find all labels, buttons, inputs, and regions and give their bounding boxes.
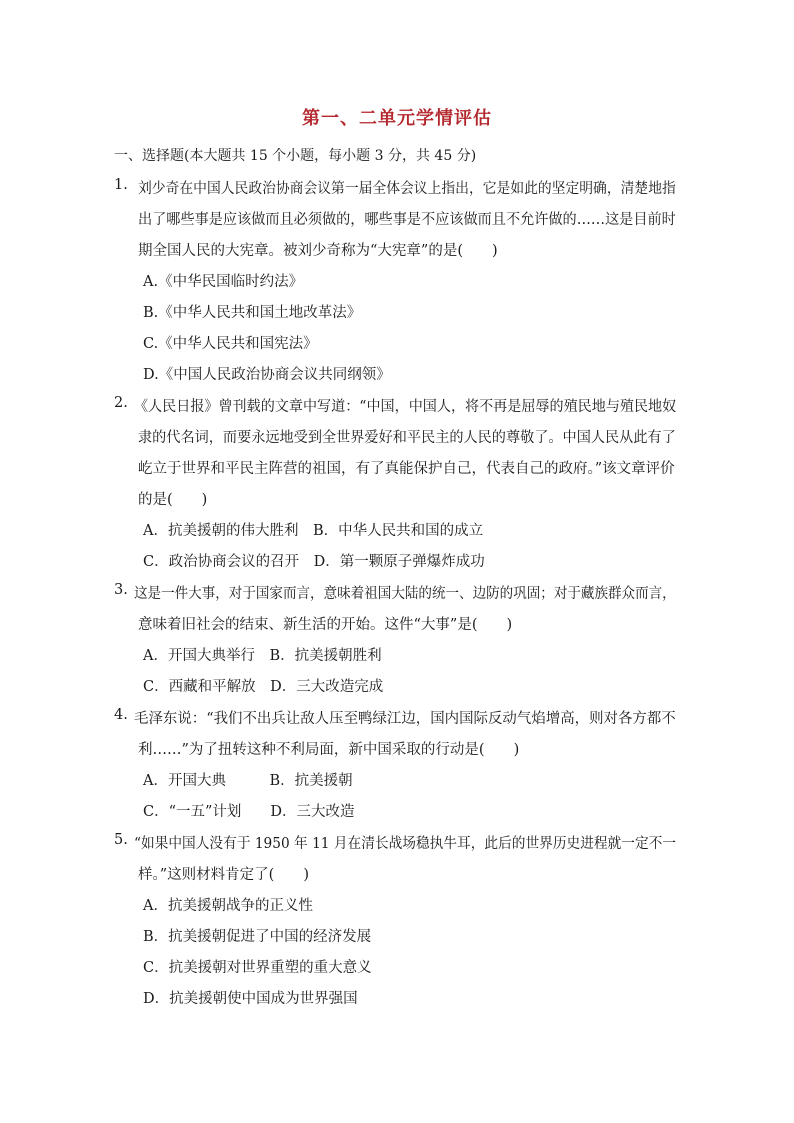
option-b: B．抗美援朝促进了中国的经济发展 bbox=[143, 929, 372, 945]
section-heading: 一、选择题(本大题共 15 个小题，每小题 3 分，共 45 分) bbox=[114, 148, 477, 164]
option-c: C．抗美援朝对世界重塑的重大意义 bbox=[143, 960, 372, 976]
option-d: D．抗美援朝使中国成为世界强国 bbox=[143, 991, 358, 1007]
option-row-ab: A．抗美援朝的伟大胜利 B．中华人民共和国的成立 bbox=[143, 523, 484, 539]
question-text-line: 隶的代名词，而要永远地受到全世界爱好和平民主的人民的尊敬了。中国人民从此有了 bbox=[138, 430, 676, 446]
option-d: D.《中国人民政治协商会议共同纲领》 bbox=[143, 367, 391, 383]
option-row-cd: C．政治协商会议的召开 D．第一颗原子弹爆炸成功 bbox=[143, 554, 485, 570]
question-text-line: 《人民日报》曾刊载的文章中写道：“中国，中国人，将不再是屈辱的殖民地与殖民地奴 bbox=[134, 399, 677, 415]
option-row-ab: A．开国大典举行 B．抗美援朝胜利 bbox=[143, 648, 382, 664]
question-number: 4. bbox=[114, 707, 128, 723]
option-c: C.《中华人民共和国宪法》 bbox=[143, 336, 318, 352]
option-row-ab: A．开国大典 B．抗美援朝 bbox=[143, 773, 353, 789]
question-text-line: 样。”这则材料肯定了( ) bbox=[138, 867, 309, 883]
question-text-line: 这是一件大事，对于国家而言，意味着祖国大陆的统一、边防的巩固；对于藏族群众而言， bbox=[134, 586, 676, 602]
page-title: 第一、二单元学情评估 bbox=[302, 108, 492, 129]
question-text-line: 刘少奇在中国人民政治协商会议第一届全体会议上指出，它是如此的坚定明确，清楚地指 bbox=[138, 181, 676, 197]
question-text-line: 毛泽东说：“我们不出兵让敌人压至鸭绿江边，国内国际反动气焰增高，则对各方都不 bbox=[134, 711, 676, 727]
question-number: 5. bbox=[114, 832, 128, 848]
question-number: 3. bbox=[114, 582, 128, 598]
question-text-line: 意味着旧社会的结束、新生活的开始。这件“大事”是( ) bbox=[138, 617, 513, 633]
option-row-cd: C．西藏和平解放 D．三大改造完成 bbox=[143, 679, 384, 695]
question-text-line: 出了哪些事是应该做而且必须做的，哪些事是不应该做而且不允许做的……这是目前时 bbox=[138, 212, 676, 228]
question-text-line: 屹立于世界和平民主阵营的祖国，有了真能保护自己，代表自己的政府。”该文章评价 bbox=[138, 461, 675, 477]
question-number: 2. bbox=[114, 395, 128, 411]
question-text-line: 的是( ) bbox=[138, 492, 208, 508]
question-number: 1. bbox=[114, 177, 128, 193]
question-text-line: 利……”为了扭转这种不利局面，新中国采取的行动是( ) bbox=[138, 742, 520, 758]
option-a: A．抗美援朝战争的正义性 bbox=[143, 898, 313, 914]
question-text-line: 期全国人民的大宪章。被刘少奇称为“大宪章”的是( ) bbox=[138, 243, 498, 259]
option-a: A.《中华民国临时约法》 bbox=[143, 274, 304, 290]
question-text-line: “如果中国人没有于 1950 年 11 月在清长战场稳执牛耳，此后的世界历史进程就一定不一 bbox=[134, 836, 677, 852]
option-row-cd: C．“一五”计划 D．三大改造 bbox=[143, 804, 355, 820]
option-b: B.《中华人民共和国土地改革法》 bbox=[143, 305, 362, 321]
